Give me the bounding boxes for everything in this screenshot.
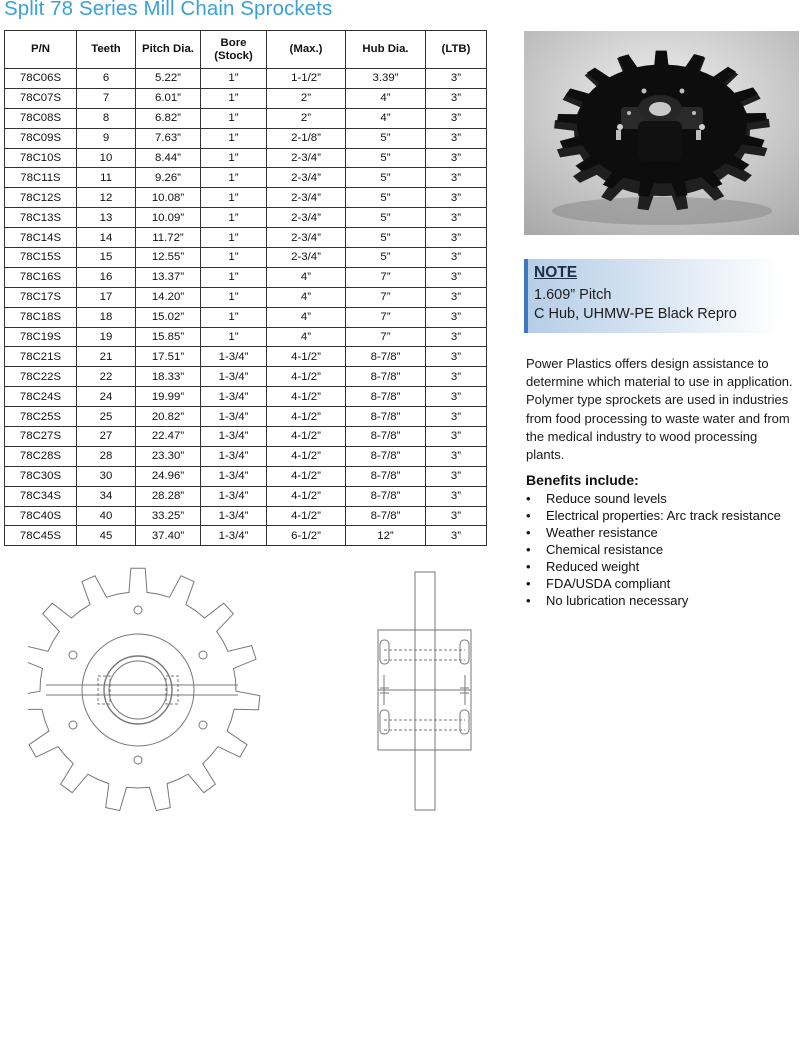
cell-pitch-dia: 7.63”: [136, 128, 201, 148]
cell-teeth: 25: [77, 407, 136, 427]
cell-teeth: 7: [77, 88, 136, 108]
benefit-item: [526, 541, 781, 558]
cell-ltb: 3”: [426, 526, 487, 546]
cell-hub-dia: 8-7/8”: [346, 506, 426, 526]
cell-pitch-dia: 23.30”: [136, 446, 201, 466]
col-header-pn: P/N: [5, 31, 77, 69]
cell-bore-stock: 1-3/4”: [201, 407, 267, 427]
table-row: [5, 267, 487, 287]
cell-pitch-dia: 37.40”: [136, 526, 201, 546]
col-header-pitch-dia: Pitch Dia.: [136, 31, 201, 69]
cell-bore-stock: 1”: [201, 228, 267, 248]
cell-bore-max: 2”: [267, 88, 346, 108]
table-row: [5, 486, 487, 506]
cell-pitch-dia: 15.02”: [136, 307, 201, 327]
col-header-teeth: Teeth: [77, 31, 136, 69]
cell-part-number: 78C09S: [5, 128, 77, 148]
cell-pitch-dia: 22.47”: [136, 427, 201, 447]
cell-part-number: 78C34S: [5, 486, 77, 506]
table-row: [5, 407, 487, 427]
cell-bore-max: 4”: [267, 287, 346, 307]
cell-bore-stock: 1”: [201, 327, 267, 347]
benefit-text: Weather resistance: [546, 525, 658, 540]
cell-teeth: 16: [77, 267, 136, 287]
benefits-heading: Benefits include:: [526, 472, 639, 488]
cell-teeth: 30: [77, 466, 136, 486]
note-hub-material: C Hub, UHMW-PE Black Repro: [534, 306, 737, 322]
cell-pitch-dia: 33.25”: [136, 506, 201, 526]
benefit-text: Electrical properties: Arc track resistance: [546, 508, 781, 523]
cell-teeth: 24: [77, 387, 136, 407]
cell-teeth: 19: [77, 327, 136, 347]
cell-pitch-dia: 10.09”: [136, 208, 201, 228]
benefit-item: [526, 592, 781, 609]
cell-bore-max: 1-1/2”: [267, 69, 346, 89]
cell-bore-max: 4-1/2”: [267, 427, 346, 447]
col-header-bore-stock: Bore (Stock): [201, 31, 267, 69]
cell-hub-dia: 4”: [346, 108, 426, 128]
sprocket-outline: [28, 568, 260, 810]
table-row: [5, 148, 487, 168]
cell-bore-max: 4-1/2”: [267, 407, 346, 427]
table-row: [5, 307, 487, 327]
cell-ltb: 3”: [426, 466, 487, 486]
table-row: [5, 446, 487, 466]
cell-part-number: 78C16S: [5, 267, 77, 287]
cell-hub-dia: 3.39”: [346, 69, 426, 89]
cell-part-number: 78C28S: [5, 446, 77, 466]
cell-hub-dia: 5”: [346, 248, 426, 268]
benefit-text: No lubrication necessary: [546, 593, 689, 608]
cell-bore-stock: 1”: [201, 307, 267, 327]
cell-bore-stock: 1-3/4”: [201, 466, 267, 486]
table-row: [5, 168, 487, 188]
benefit-text: FDA/USDA compliant: [546, 576, 671, 591]
bullet-icon: •: [526, 491, 531, 506]
cell-part-number: 78C15S: [5, 248, 77, 268]
cell-teeth: 21: [77, 347, 136, 367]
cell-ltb: 3”: [426, 446, 487, 466]
cell-teeth: 10: [77, 148, 136, 168]
cell-ltb: 3”: [426, 228, 487, 248]
cell-teeth: 12: [77, 188, 136, 208]
cell-bore-stock: 1”: [201, 88, 267, 108]
cell-hub-dia: 8-7/8”: [346, 367, 426, 387]
cell-bore-max: 2-3/4”: [267, 248, 346, 268]
cell-ltb: 3”: [426, 387, 487, 407]
table-row: [5, 427, 487, 447]
cell-part-number: 78C19S: [5, 327, 77, 347]
cell-part-number: 78C24S: [5, 387, 77, 407]
table-body: [5, 69, 487, 546]
benefit-item: [526, 507, 781, 524]
cell-hub-dia: 5”: [346, 128, 426, 148]
cell-part-number: 78C40S: [5, 506, 77, 526]
bullet-icon: •: [526, 576, 531, 591]
cell-ltb: 3”: [426, 367, 487, 387]
cell-pitch-dia: 17.51”: [136, 347, 201, 367]
cell-part-number: 78C08S: [5, 108, 77, 128]
note-pitch: 1.609” Pitch: [534, 287, 612, 303]
cell-bore-stock: 1”: [201, 188, 267, 208]
table-row: [5, 526, 487, 546]
table-row: [5, 208, 487, 228]
cell-ltb: 3”: [426, 88, 487, 108]
cell-hub-dia: 5”: [346, 168, 426, 188]
cell-pitch-dia: 10.08”: [136, 188, 201, 208]
cell-pitch-dia: 13.37”: [136, 267, 201, 287]
cell-bore-stock: 1-3/4”: [201, 526, 267, 546]
cell-ltb: 3”: [426, 506, 487, 526]
cell-part-number: 78C11S: [5, 168, 77, 188]
cell-hub-dia: 8-7/8”: [346, 486, 426, 506]
cell-ltb: 3”: [426, 287, 487, 307]
cell-bore-stock: 1”: [201, 208, 267, 228]
cell-part-number: 78C22S: [5, 367, 77, 387]
col-header-max: (Max.): [267, 31, 346, 69]
cell-bore-stock: 1-3/4”: [201, 506, 267, 526]
cell-bore-stock: 1-3/4”: [201, 446, 267, 466]
cell-bore-max: 6-1/2”: [267, 526, 346, 546]
cell-ltb: 3”: [426, 168, 487, 188]
table-row: [5, 466, 487, 486]
bullet-icon: •: [526, 542, 531, 557]
cell-pitch-dia: 19.99”: [136, 387, 201, 407]
table-row: [5, 88, 487, 108]
cell-pitch-dia: 15.85”: [136, 327, 201, 347]
cell-teeth: 14: [77, 228, 136, 248]
cell-hub-dia: 5”: [346, 228, 426, 248]
page-title: Split 78 Series Mill Chain Sprockets: [4, 0, 333, 20]
cell-part-number: 78C21S: [5, 347, 77, 367]
cell-teeth: 15: [77, 248, 136, 268]
cell-ltb: 3”: [426, 307, 487, 327]
cell-part-number: 78C10S: [5, 148, 77, 168]
cell-bore-max: 4”: [267, 327, 346, 347]
cell-teeth: 22: [77, 367, 136, 387]
cell-bore-stock: 1-3/4”: [201, 387, 267, 407]
cell-bore-stock: 1”: [201, 128, 267, 148]
bullet-icon: •: [526, 593, 531, 608]
front-view-drawing: [28, 568, 260, 810]
cell-bore-max: 2-3/4”: [267, 228, 346, 248]
benefits-list: [526, 490, 781, 609]
cell-teeth: 18: [77, 307, 136, 327]
cell-bore-stock: 1”: [201, 248, 267, 268]
cell-pitch-dia: 6.82”: [136, 108, 201, 128]
cell-teeth: 6: [77, 69, 136, 89]
benefit-text: Chemical resistance: [546, 542, 664, 557]
cell-bore-max: 4-1/2”: [267, 347, 346, 367]
cell-hub-dia: 4”: [346, 88, 426, 108]
cell-part-number: 78C14S: [5, 228, 77, 248]
cell-pitch-dia: 8.44”: [136, 148, 201, 168]
description-paragraph: Power Plastics offers design assistance to determine which material to use in application. Polymer type sprockets are used in industries from food processing to waste water and from the medical industry to wood processing plants.: [526, 356, 793, 463]
cell-ltb: 3”: [426, 248, 487, 268]
cell-teeth: 8: [77, 108, 136, 128]
cell-ltb: 3”: [426, 327, 487, 347]
cell-hub-dia: 7”: [346, 307, 426, 327]
side-view-drawing: [378, 572, 471, 810]
cell-hub-dia: 7”: [346, 267, 426, 287]
benefit-item: [526, 490, 781, 507]
benefit-text: Reduce sound levels: [546, 491, 667, 506]
table-row: [5, 108, 487, 128]
cell-part-number: 78C07S: [5, 88, 77, 108]
cell-part-number: 78C06S: [5, 69, 77, 89]
cell-ltb: 3”: [426, 188, 487, 208]
note-box: [524, 259, 780, 333]
cell-ltb: 3”: [426, 208, 487, 228]
cell-part-number: 78C13S: [5, 208, 77, 228]
cell-teeth: 28: [77, 446, 136, 466]
cell-bore-max: 2-3/4”: [267, 148, 346, 168]
note-heading: NOTE: [534, 264, 578, 281]
table-row: [5, 506, 487, 526]
benefit-item: [526, 558, 781, 575]
col-header-ltb: (LTB): [426, 31, 487, 69]
cell-pitch-dia: 6.01”: [136, 88, 201, 108]
cell-pitch-dia: 5.22”: [136, 69, 201, 89]
cell-bore-max: 2-1/8”: [267, 128, 346, 148]
cell-bore-max: 4-1/2”: [267, 506, 346, 526]
cell-hub-dia: 8-7/8”: [346, 407, 426, 427]
cell-pitch-dia: 18.33”: [136, 367, 201, 387]
specifications-table: [4, 30, 487, 546]
cell-bore-stock: 1”: [201, 168, 267, 188]
cell-bore-stock: 1”: [201, 267, 267, 287]
cell-part-number: 78C25S: [5, 407, 77, 427]
cell-bore-max: 4-1/2”: [267, 387, 346, 407]
cell-hub-dia: 8-7/8”: [346, 466, 426, 486]
cell-ltb: 3”: [426, 148, 487, 168]
cell-pitch-dia: 20.82”: [136, 407, 201, 427]
cell-bore-max: 2-3/4”: [267, 188, 346, 208]
cell-hub-dia: 5”: [346, 188, 426, 208]
cell-teeth: 45: [77, 526, 136, 546]
table-row: [5, 188, 487, 208]
cell-pitch-dia: 28.28”: [136, 486, 201, 506]
cell-bore-max: 4”: [267, 307, 346, 327]
cell-hub-dia: 8-7/8”: [346, 446, 426, 466]
col-header-hub-dia: Hub Dia.: [346, 31, 426, 69]
cell-bore-max: 4-1/2”: [267, 466, 346, 486]
cell-teeth: 40: [77, 506, 136, 526]
table-row: [5, 248, 487, 268]
benefit-text: Reduced weight: [546, 559, 640, 574]
table-row: [5, 69, 487, 89]
cell-part-number: 78C30S: [5, 466, 77, 486]
cell-bore-stock: 1-3/4”: [201, 427, 267, 447]
cell-bore-stock: 1”: [201, 108, 267, 128]
table-row: [5, 287, 487, 307]
table-header-row: [5, 31, 487, 69]
note-accent-bar: [524, 259, 528, 333]
bullet-icon: •: [526, 508, 531, 523]
cell-teeth: 27: [77, 427, 136, 447]
table-row: [5, 128, 487, 148]
bullet-icon: •: [526, 559, 531, 574]
table-row: [5, 347, 487, 367]
cell-ltb: 3”: [426, 427, 487, 447]
cell-hub-dia: 7”: [346, 327, 426, 347]
cell-pitch-dia: 12.55”: [136, 248, 201, 268]
cell-bore-max: 4-1/2”: [267, 486, 346, 506]
cell-hub-dia: 8-7/8”: [346, 387, 426, 407]
cell-ltb: 3”: [426, 69, 487, 89]
cell-teeth: 13: [77, 208, 136, 228]
cell-part-number: 78C18S: [5, 307, 77, 327]
cell-part-number: 78C27S: [5, 427, 77, 447]
table-row: [5, 228, 487, 248]
cell-bore-max: 4-1/2”: [267, 367, 346, 387]
cell-bore-stock: 1”: [201, 148, 267, 168]
cell-ltb: 3”: [426, 407, 487, 427]
sprocket-photo: [524, 31, 799, 235]
cell-pitch-dia: 14.20”: [136, 287, 201, 307]
cell-ltb: 3”: [426, 347, 487, 367]
cell-bore-max: 4”: [267, 267, 346, 287]
cell-teeth: 34: [77, 486, 136, 506]
table-row: [5, 387, 487, 407]
cell-bore-stock: 1-3/4”: [201, 347, 267, 367]
cell-bore-max: 2”: [267, 108, 346, 128]
table-row: [5, 327, 487, 347]
cell-teeth: 17: [77, 287, 136, 307]
cell-hub-dia: 8-7/8”: [346, 427, 426, 447]
cell-pitch-dia: 24.96”: [136, 466, 201, 486]
cell-bore-max: 2-3/4”: [267, 208, 346, 228]
cell-ltb: 3”: [426, 267, 487, 287]
bullet-icon: •: [526, 525, 531, 540]
cell-pitch-dia: 11.72”: [136, 228, 201, 248]
cell-bore-stock: 1”: [201, 69, 267, 89]
cell-pitch-dia: 9.26”: [136, 168, 201, 188]
cell-hub-dia: 12”: [346, 526, 426, 546]
cell-part-number: 78C45S: [5, 526, 77, 546]
cell-bore-max: 4-1/2”: [267, 446, 346, 466]
cell-bore-stock: 1-3/4”: [201, 486, 267, 506]
table-row: [5, 367, 487, 387]
benefit-item: [526, 575, 781, 592]
cell-ltb: 3”: [426, 108, 487, 128]
cell-part-number: 78C17S: [5, 287, 77, 307]
cell-bore-max: 2-3/4”: [267, 168, 346, 188]
cell-bore-stock: 1-3/4”: [201, 367, 267, 387]
cell-hub-dia: 5”: [346, 148, 426, 168]
cell-ltb: 3”: [426, 128, 487, 148]
cell-teeth: 9: [77, 128, 136, 148]
cell-hub-dia: 7”: [346, 287, 426, 307]
cell-hub-dia: 8-7/8”: [346, 347, 426, 367]
cell-bore-stock: 1”: [201, 287, 267, 307]
cell-part-number: 78C12S: [5, 188, 77, 208]
technical-drawing: [28, 560, 483, 822]
cell-teeth: 11: [77, 168, 136, 188]
cell-hub-dia: 5”: [346, 208, 426, 228]
benefit-item: [526, 524, 781, 541]
cell-ltb: 3”: [426, 486, 487, 506]
